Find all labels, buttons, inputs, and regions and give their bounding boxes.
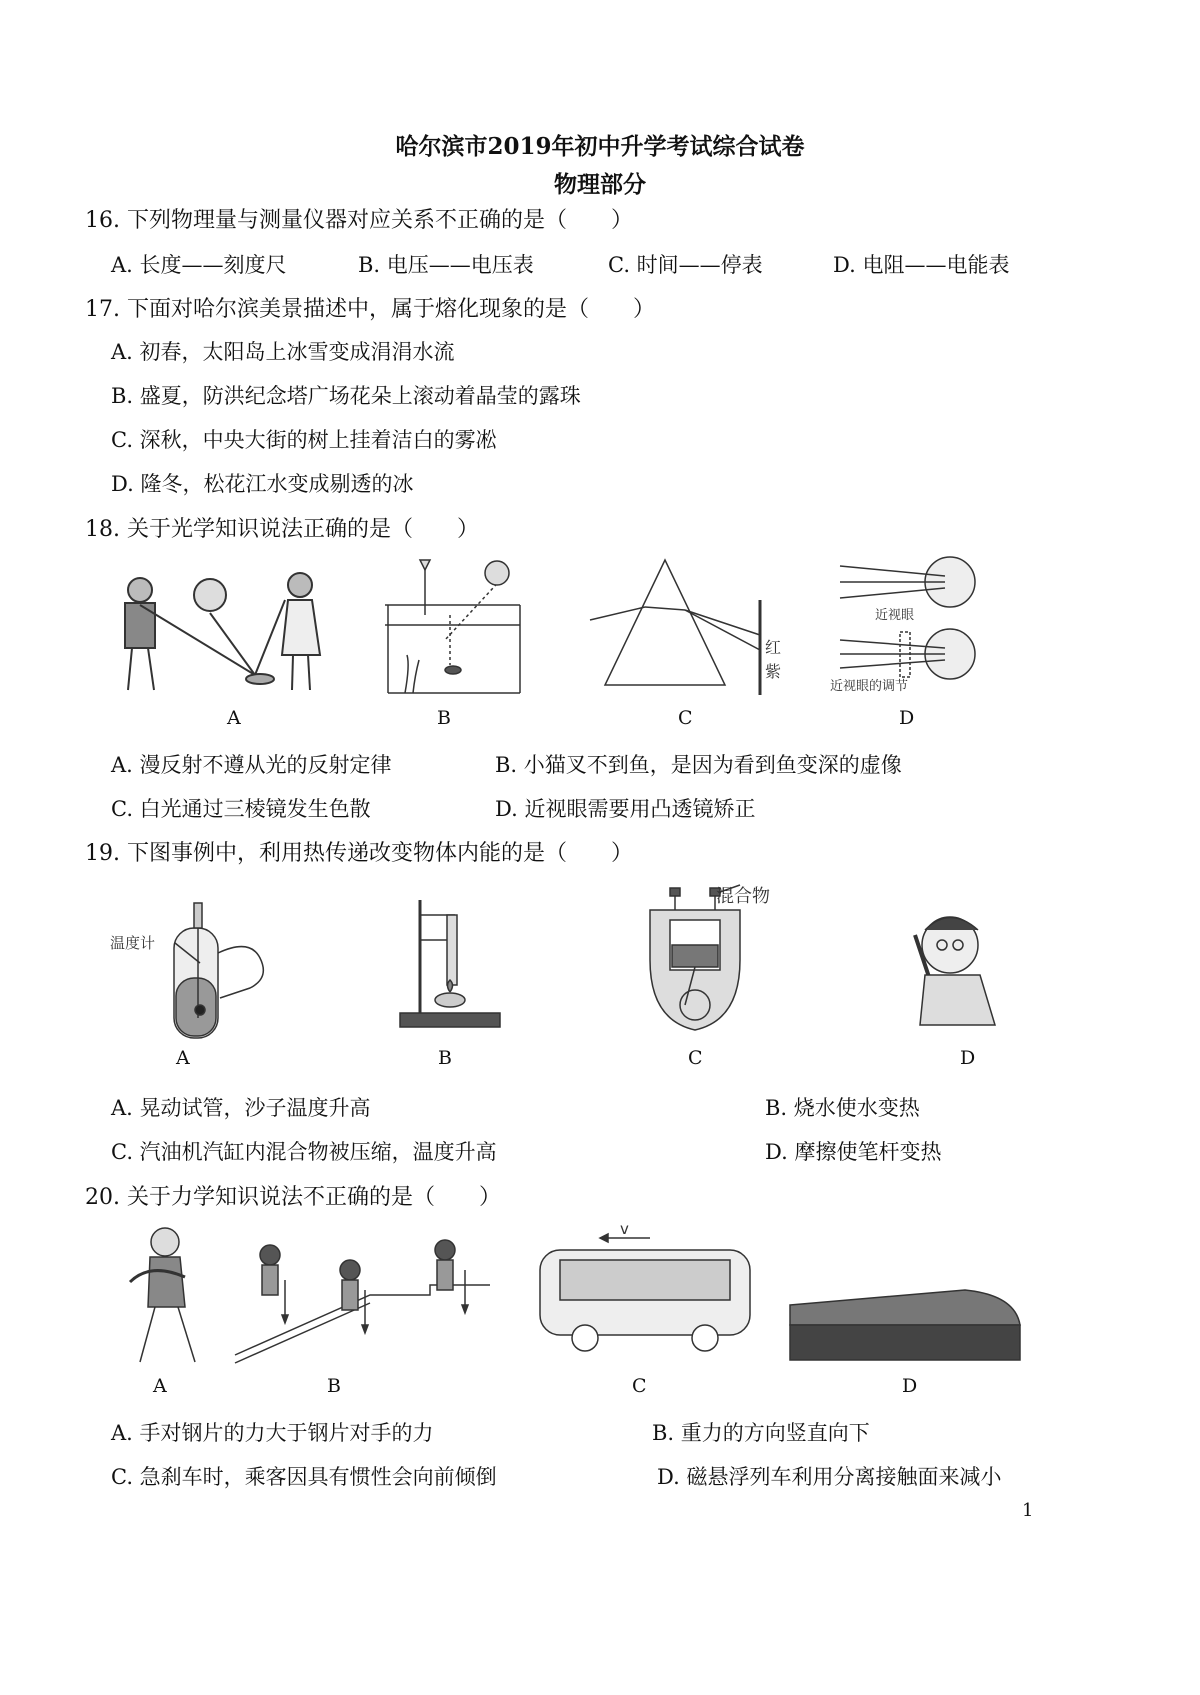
q18-figure-a [110, 555, 350, 705]
page-number: 1 [1022, 1500, 1034, 1521]
thermometer-label: 温度计 [110, 934, 156, 952]
velocity-label: v [620, 1220, 629, 1238]
prism-red-label: 红 [765, 638, 782, 657]
q19-figure-a-label: A [176, 1047, 190, 1069]
q18-figure-c [585, 555, 805, 695]
q19-figure-c [640, 880, 790, 1040]
q17-option-a: A. 初春，太阳岛上冰雪变成涓涓水流 [111, 340, 455, 364]
q17-option-b: B. 盛夏，防洪纪念塔广场花朵上滚动着晶莹的露珠 [111, 384, 581, 408]
myopia-adjust-label: 近视眼的调节 [830, 679, 909, 694]
question-16-stem: 16. 下列物理量与测量仪器对应关系不正确的是（ ） [85, 208, 633, 233]
q19-figure-d-label: D [960, 1047, 976, 1069]
q19-figure-a [110, 898, 290, 1048]
question-17-stem: 17. 下面对哈尔滨美景描述中，属于熔化现象的是（ ） [85, 297, 655, 322]
q19-figure-d [900, 905, 1010, 1035]
q19-option-c: C. 汽油机汽缸内混合物被压缩，温度升高 [111, 1140, 497, 1164]
q16-option-d: D. 电阻——电能表 [833, 253, 1010, 277]
myopia-label: 近视眼 [875, 608, 915, 623]
section-subtitle: 物理部分 [554, 171, 646, 198]
q19-option-d: D. 摩擦使笔杆变热 [765, 1140, 942, 1164]
q20-figure-c [530, 1220, 760, 1360]
q20-option-a: A. 手对钢片的力大于钢片对手的力 [111, 1421, 434, 1445]
q20-option-d: D. 磁悬浮列车利用分离接触面来减小 [657, 1465, 1002, 1489]
q20-figure-d [785, 1265, 1025, 1365]
q17-option-c: C. 深秋，中央大街的树上挂着洁白的雾凇 [111, 428, 497, 452]
q20-figure-a-label: A [153, 1375, 167, 1397]
exam-title: 哈尔滨市2019年初中升学考试综合试卷 [395, 133, 805, 160]
q18-option-d: D. 近视眼需要用凸透镜矫正 [495, 797, 756, 821]
question-18-stem: 18. 关于光学知识说法正确的是（ ） [85, 517, 479, 542]
q18-option-a: A. 漫反射不遵从光的反射定律 [111, 753, 392, 777]
question-20-stem: 20. 关于力学知识说法不正确的是（ ） [85, 1185, 501, 1210]
q17-option-d: D. 隆冬，松花江水变成剔透的冰 [111, 472, 414, 496]
q19-option-b: B. 烧水使水变热 [765, 1096, 920, 1120]
q18-figure-c-label: C [678, 707, 693, 729]
q20-figure-c-label: C [632, 1375, 647, 1397]
q18-figure-a-label: A [227, 707, 241, 729]
q20-figure-d-label: D [902, 1375, 918, 1397]
q18-figure-d-label: D [899, 707, 915, 729]
q18-option-b: B. 小猫叉不到鱼，是因为看到鱼变深的虚像 [495, 753, 902, 777]
q18-figure-b-label: B [437, 707, 451, 729]
q18-option-c: C. 白光通过三棱镜发生色散 [111, 797, 371, 821]
q20-figure-b-label: B [327, 1375, 341, 1397]
q19-figure-b-label: B [438, 1047, 452, 1069]
q18-figure-b [385, 555, 525, 695]
q20-option-b: B. 重力的方向竖直向下 [652, 1421, 870, 1445]
question-19-stem: 19. 下图事例中，利用热传递改变物体内能的是（ ） [85, 841, 633, 866]
q20-option-c: C. 急刹车时，乘客因具有惯性会向前倾倒 [111, 1465, 497, 1489]
q16-option-c: C. 时间——停表 [608, 253, 763, 277]
q18-figure-d [820, 552, 990, 692]
q16-option-a: A. 长度——刻度尺 [111, 253, 287, 277]
q20-figure-b [230, 1235, 500, 1365]
prism-purple-label: 紫 [765, 662, 782, 681]
q19-figure-c-label: C [688, 1047, 703, 1069]
mixture-label: 混合物 [716, 886, 770, 907]
q20-figure-a [110, 1222, 220, 1372]
q19-figure-b [395, 895, 505, 1035]
q16-option-b: B. 电压——电压表 [358, 253, 534, 277]
q19-option-a: A. 晃动试管，沙子温度升高 [111, 1096, 371, 1120]
